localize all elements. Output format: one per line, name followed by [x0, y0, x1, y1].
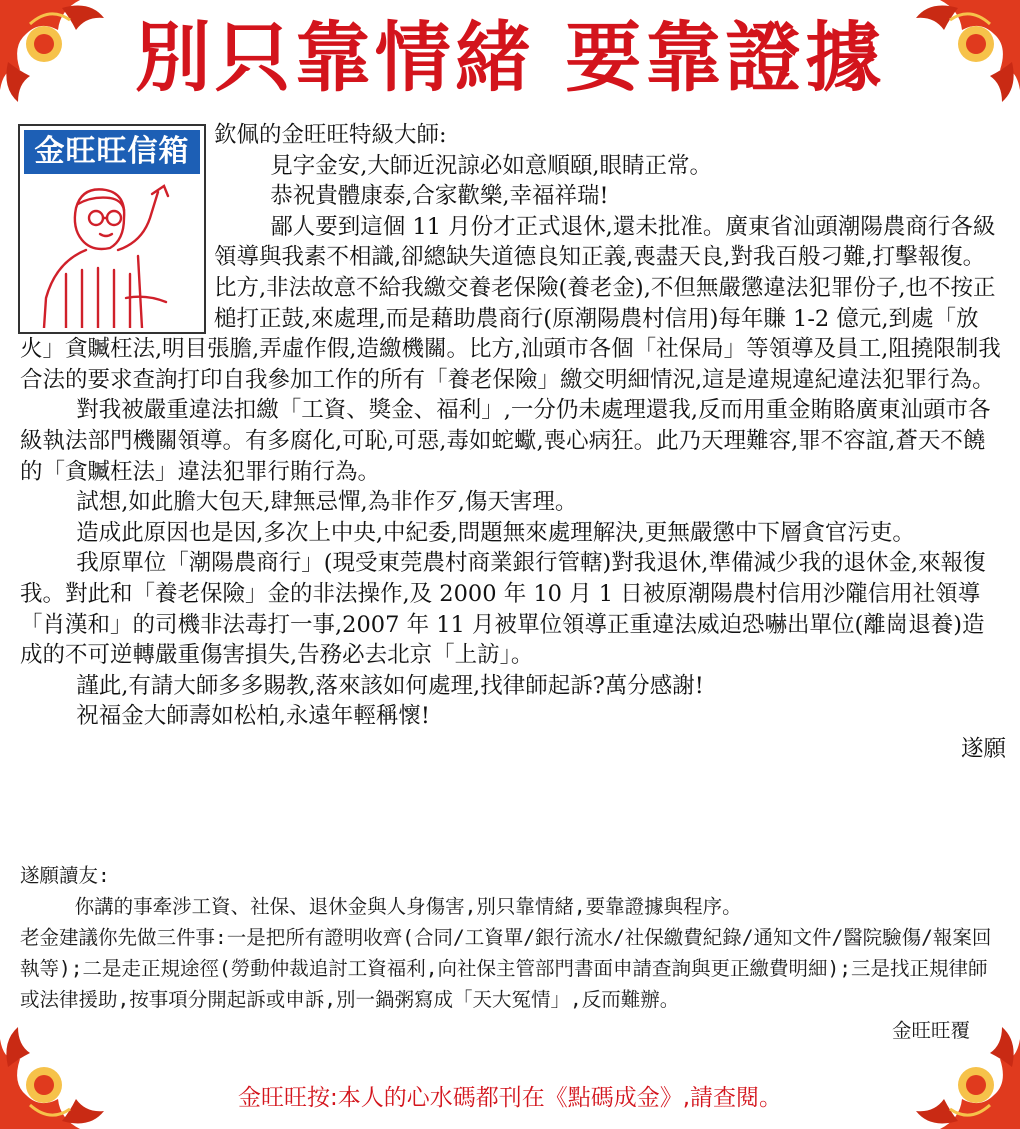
- column-tag: 金旺旺信箱: [24, 130, 200, 174]
- corner-ornament-top-left: [0, 0, 120, 110]
- corner-ornament-top-right: [900, 0, 1020, 110]
- letter-paragraph: 恭祝貴體康泰,合家歡樂,幸福祥瑞!: [270, 183, 609, 210]
- letter-paragraph: 對我被嚴重違法扣繳「工資、獎金、福利」,一分仍未處理還我,反而用重金賄賂廣東汕頭市各級執法部門機關領導。有多腐化,可恥,可惡,毒如蛇蠍,喪心病狂。此乃天理難容,罪不容誼,蒼天不饒的「貪贓枉法」違法犯罪行賄行為。: [20, 397, 991, 485]
- reply-salutation: 遂願讀友:: [20, 864, 110, 887]
- reply-section: [20, 860, 1000, 1046]
- reply-signature: 金旺旺覆: [891, 1019, 970, 1042]
- letter-signature: 遂願: [960, 735, 1006, 762]
- footer-note: 金旺旺按:本人的心水碼都刊在《點碼成金》,請查閱。: [237, 1085, 783, 1111]
- reply-paragraph: 你講的事牽涉工資、社保、退休金與人身傷害,別只靠情緒,要靠證據與程序。: [74, 895, 742, 918]
- letter-paragraph: 鄙人要到這個 11 月份才正式退休,還未批准。廣東省汕頭潮陽農商行各級領導與我素不相識,卻總缺失道德良知正義,喪盡天良,對我百般刁難,打擊報復。比方,非法故意不給我繳交養老保險(養老金),不但無嚴懲違法犯罪份子,也不按正槌打正鼓,來處理,而是藉助農商行(原潮陽農村信用)每年賺 1-2 億元,到處「放火」貪贓枉法,明目張膽,弄虛作假,造繳機關。比方,汕頭市各個「社保局」等領導及員工,阻撓限制我合法的要求查詢打印自我參加工作的所有「養老保險」繳交明細情況,這是違規違紀違法犯罪行為。: [20, 213, 1001, 393]
- letter-paragraph: 造成此原因也是因,多次上中央,中紀委,問題無來處理解決,更無嚴懲中下層貪官污吏。: [76, 519, 915, 546]
- headline: 別只靠情緒 要靠證據: [134, 13, 886, 102]
- flower-ornament-icon: [0, 0, 120, 110]
- flower-ornament-icon: [900, 0, 1020, 110]
- letter-paragraph: 祝福金大師壽如松柏,永遠年輕稱懷!: [76, 703, 430, 730]
- letter-body: [20, 120, 1006, 764]
- letter-paragraph: 試想,如此膽大包天,肆無忌憚,為非作歹,傷天害理。: [76, 489, 578, 516]
- letter-paragraph: 謹此,有請大師多多賜教,落來該如何處理,找律師起訴?萬分感謝!: [76, 672, 704, 699]
- letter-paragraph: 見字金安,大師近況諒必如意順頤,眼睛正常。: [270, 152, 713, 179]
- reply-paragraph: 老金建議你先做三件事:一是把所有證明收齊(合同/工資單/銀行流水/社保繳費紀錄/通知文件/醫院驗傷/報案回執等);二是走正規途徑(勞動仲裁追討工資福利,向社保主管部門書面申請查詢與更正繳費明細);三是找正規律師或法律援助,按事項分開起訴或申訴,別一鍋粥寫成「天大冤情」,反而難辦。: [20, 926, 992, 1011]
- letter-salutation: 欽佩的金旺旺特級大師:: [214, 122, 447, 148]
- letter-paragraph: 我原單位「潮陽農商行」(現受東莞農村商業銀行管轄)對我退休,準備減少我的退休金,來報復我。對此和「養老保險」金的非法操作,及 2000 年 10 月 1 日被原潮陽農村信用沙隴信用社領導「肖漢和」的司機非法毒打一事,2007 年 11 月被單位領導正重違法威迫恐嚇出單位(離崗退養)造成的不可逆轉嚴重傷害損失,告務必去北京「上訪」。: [20, 550, 986, 669]
